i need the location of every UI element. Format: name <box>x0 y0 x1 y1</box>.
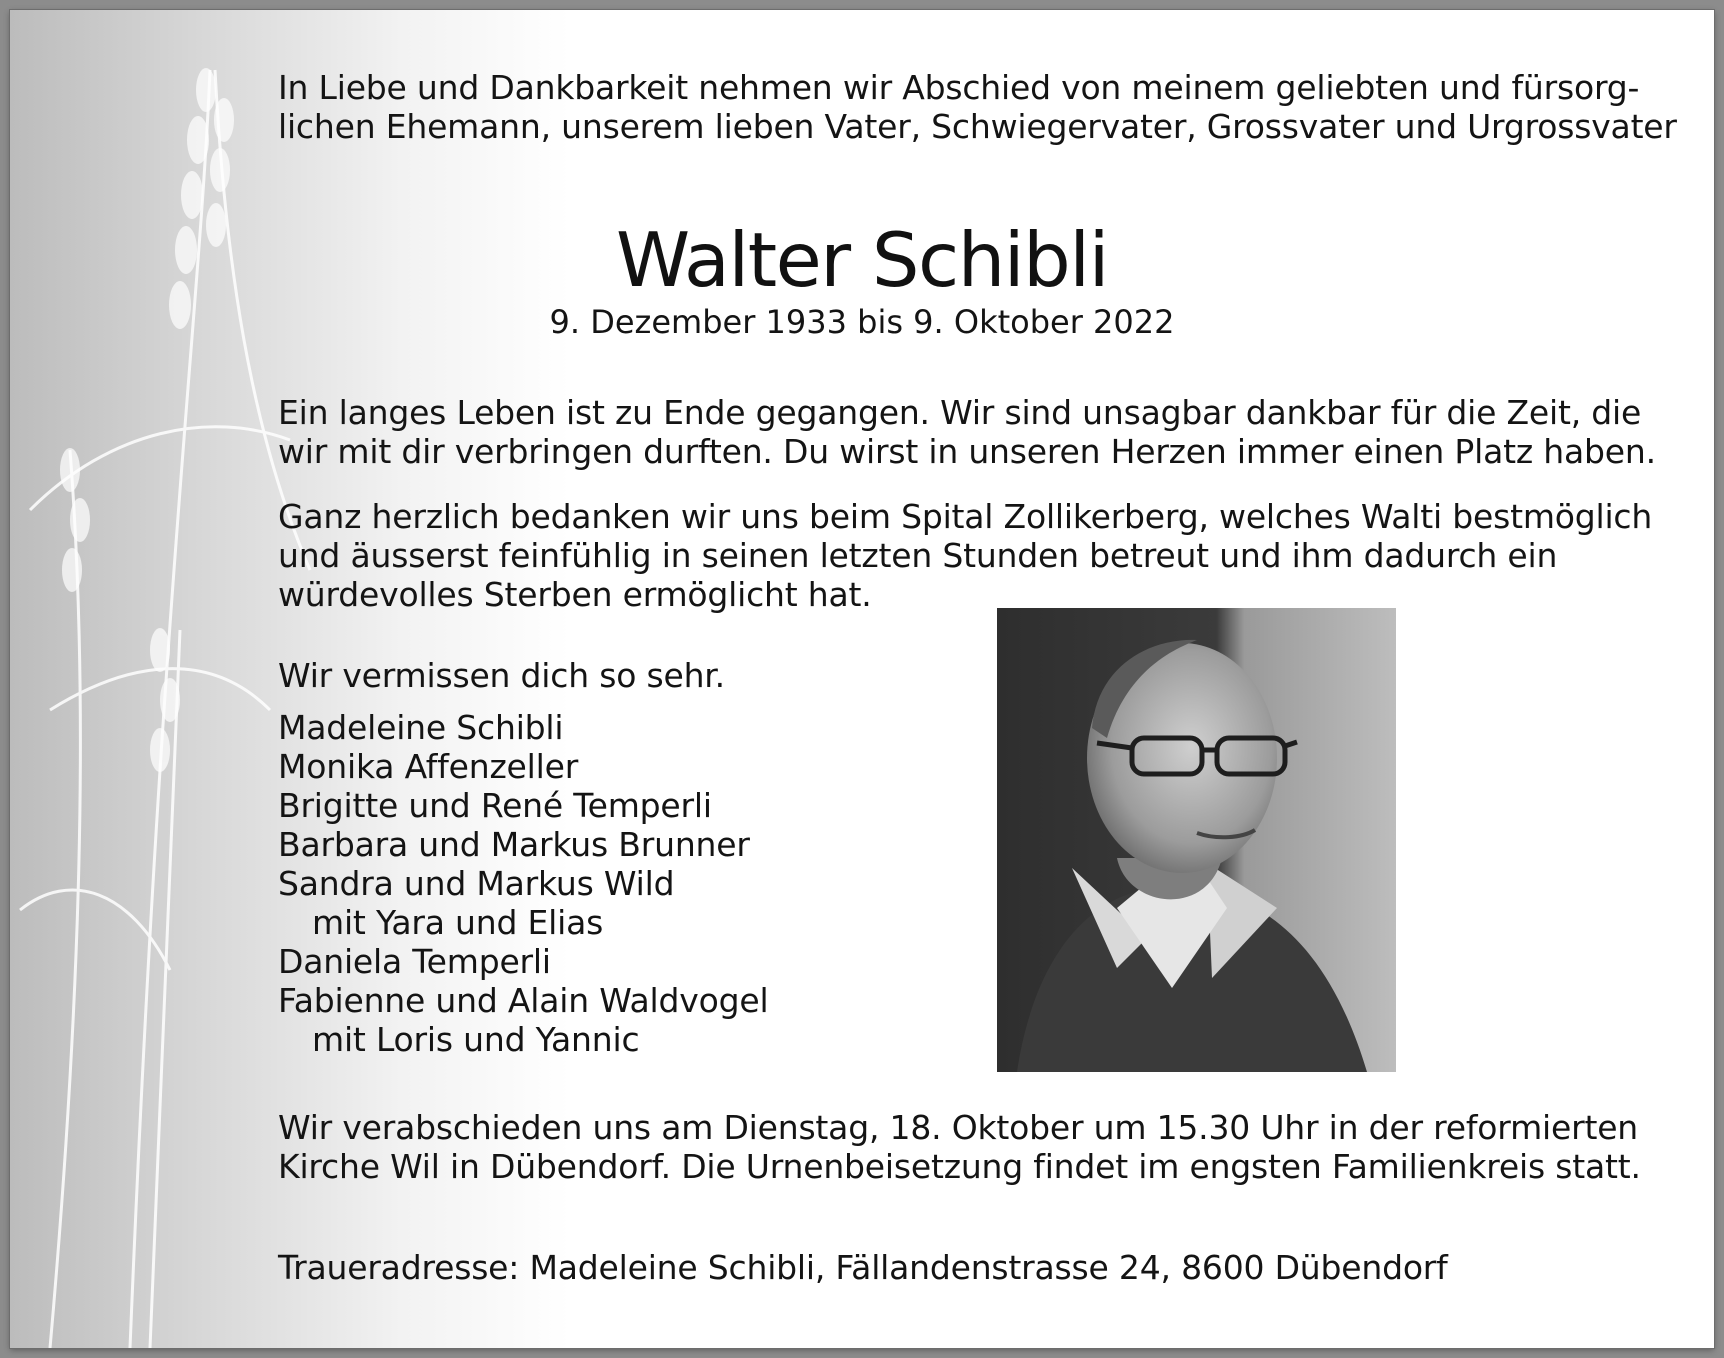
family-member: Sandra und Markus Wild <box>278 864 675 903</box>
service-info <box>278 1108 1641 1186</box>
portrait-illustration <box>997 608 1396 1072</box>
obituary-card <box>10 10 1714 1348</box>
paragraph-line: Ganz herzlich bedanken wir uns beim Spital Zollikerberg, welches Walti bestmöglich <box>278 497 1653 536</box>
portrait-photo <box>997 608 1396 1072</box>
mourning-address: Traueradresse: Madeleine Schibli, Fällandenstrasse 24, 8600 Dübendorf <box>278 1248 1448 1287</box>
miss-line: Wir vermissen dich so sehr. <box>278 656 725 695</box>
family-member: Monika Affenzeller <box>278 747 579 786</box>
family-member-children: mit Yara und Elias <box>312 903 604 942</box>
deceased-name: Walter Schibli <box>616 216 1108 304</box>
family-list <box>278 708 768 1059</box>
paragraph-line: würdevolles Sterben ermöglicht hat. <box>278 575 872 614</box>
service-line: Kirche Wil in Dübendorf. Die Urnenbeisetzung findet im engsten Familienkreis statt. <box>278 1147 1641 1186</box>
family-member: Brigitte und René Temperli <box>278 786 712 825</box>
intro-line: lichen Ehemann, unserem lieben Vater, Schwiegervater, Grossvater und Urgrossvater <box>278 107 1677 146</box>
family-member: Daniela Temperli <box>278 942 551 981</box>
family-member-children: mit Loris und Yannic <box>312 1020 640 1059</box>
paragraph-line: Ein langes Leben ist zu Ende gegangen. Wir sind unsagbar dankbar für die Zeit, die <box>278 393 1642 432</box>
life-dates: 9. Dezember 1933 bis 9. Oktober 2022 <box>549 303 1175 341</box>
intro-line: In Liebe und Dankbarkeit nehmen wir Abschied von meinem geliebten und fürsorg- <box>278 68 1640 107</box>
family-member: Barbara und Markus Brunner <box>278 825 750 864</box>
service-line: Wir verabschieden uns am Dienstag, 18. Oktober um 15.30 Uhr in der reformierten <box>278 1108 1639 1147</box>
paragraph-farewell <box>278 393 1656 471</box>
family-member: Madeleine Schibli <box>278 708 564 747</box>
intro-text <box>278 68 1677 146</box>
family-member: Fabienne und Alain Waldvogel <box>278 981 769 1020</box>
paragraph-line: wir mit dir verbringen durften. Du wirst in unseren Herzen immer einen Platz haben. <box>278 432 1656 471</box>
paragraph-thanks <box>278 497 1652 614</box>
paragraph-line: und äusserst feinfühlig in seinen letzten Stunden betreut und ihm dadurch ein <box>278 536 1558 575</box>
